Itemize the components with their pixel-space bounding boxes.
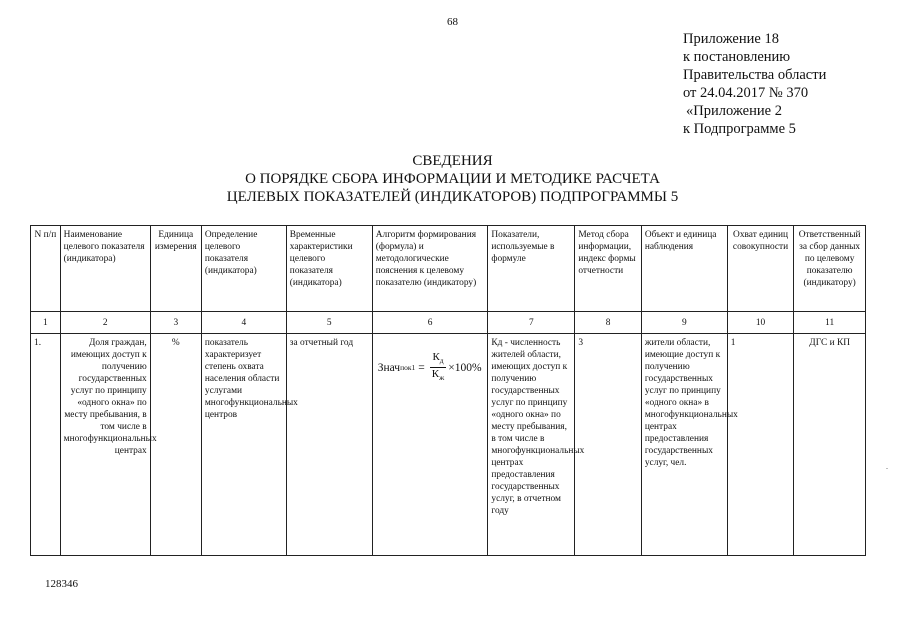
formula-multiplier: ×100% <box>448 361 482 374</box>
header-cell: Единица измерения <box>150 226 201 312</box>
column-number: 2 <box>60 312 150 334</box>
header-cell: Объект и единица наблюдения <box>641 226 727 312</box>
header-cell: Показатели, используемые в формуле <box>488 226 575 312</box>
header-cell: Определение целевого показателя (индикатора) <box>201 226 286 312</box>
formula-indicators: Кд - численность жителей области, имеющих доступ к получению государственных услуг по принципу «одного окна» по месту пребывания, в том числе в многофункциональных центрах предоставления государственных услуг, в отчетном году <box>488 334 575 556</box>
formula-lhs: Знач <box>377 361 401 374</box>
formula-lhs-subscript: пок1 <box>400 362 416 372</box>
column-number: 6 <box>372 312 488 334</box>
indicators-table <box>30 225 866 556</box>
coverage: 1 <box>727 334 794 556</box>
header-cell: Ответственный за сбор данных по целевому показателю (индикатору) <box>794 226 866 312</box>
indicator-name: Доля граждан, имеющих доступ к получению государственных услуг по принципу «одного окна» по месту пребывания, в том числе в многофункциональных центрах <box>60 334 150 556</box>
document-title <box>0 152 905 206</box>
page-number: 68 <box>447 16 458 28</box>
appendix-line: к Подпрограмме 5 <box>683 121 796 137</box>
column-number: 10 <box>727 312 794 334</box>
time-characteristics: за отчетный год <box>286 334 372 556</box>
header-cell: Наименование целевого показателя (индикатора) <box>60 226 150 312</box>
table-header-row <box>31 226 866 312</box>
column-number: 4 <box>201 312 286 334</box>
appendix-line: Приложение 18 <box>683 31 779 47</box>
equals-sign: = <box>418 361 425 374</box>
unit-of-measure: % <box>150 334 201 556</box>
observation-object: жители области, имеющие доступ к получению государственных услуг по принципу «одного окна» в многофункциональных центрах предоставления государственных услуг, чел. <box>641 334 727 556</box>
appendix-line: Правительства области <box>683 67 827 83</box>
header-cell: Метод сбора информации, индекс формы отчетности <box>575 226 642 312</box>
appendix-line: к постановлению <box>683 49 791 65</box>
responsible-body: ДГС и КП <box>794 334 866 556</box>
header-cell: Временные характеристики целевого показателя (индикатора) <box>286 226 372 312</box>
side-mark: . <box>886 462 888 471</box>
fraction-numerator: $К_д$ <box>430 351 445 368</box>
document-code: 128346 <box>45 578 78 590</box>
column-number: 1 <box>31 312 61 334</box>
column-number: 7 <box>488 312 575 334</box>
header-cell: N п/п <box>31 226 61 312</box>
column-number: 3 <box>150 312 201 334</box>
column-number: 8 <box>575 312 642 334</box>
formula <box>376 351 485 384</box>
column-number: 9 <box>641 312 727 334</box>
row-number: 1. <box>31 334 61 556</box>
column-number-row <box>31 312 866 334</box>
formula-fraction <box>430 351 447 384</box>
column-number: 11 <box>794 312 866 334</box>
appendix-line: от 24.04.2017 № 370 <box>683 85 809 101</box>
header-cell: Охват единиц совокупности <box>727 226 794 312</box>
header-cell: Алгоритм формирования (формула) и методологические пояснения к целевому показателю (индикатору) <box>372 226 488 312</box>
collection-method: 3 <box>575 334 642 556</box>
column-number: 5 <box>286 312 372 334</box>
appendix-block <box>683 30 826 138</box>
title-line: СВЕДЕНИЯ <box>412 153 493 169</box>
appendix-line: «Приложение 2 <box>686 103 782 119</box>
fraction-denominator: $К_ж$ <box>431 368 445 383</box>
table-row <box>31 334 866 556</box>
indicator-definition: показатель характеризует степень охвата населения области услугами многофункциональных центров <box>201 334 286 556</box>
title-line: ЦЕЛЕВЫХ ПОКАЗАТЕЛЕЙ (ИНДИКАТОРОВ) ПОДПРОГРАММЫ 5 <box>226 189 679 205</box>
formula-cell <box>372 334 488 556</box>
title-line: О ПОРЯДКЕ СБОРА ИНФОРМАЦИИ И МЕТОДИКЕ РАСЧЕТА <box>245 171 660 187</box>
